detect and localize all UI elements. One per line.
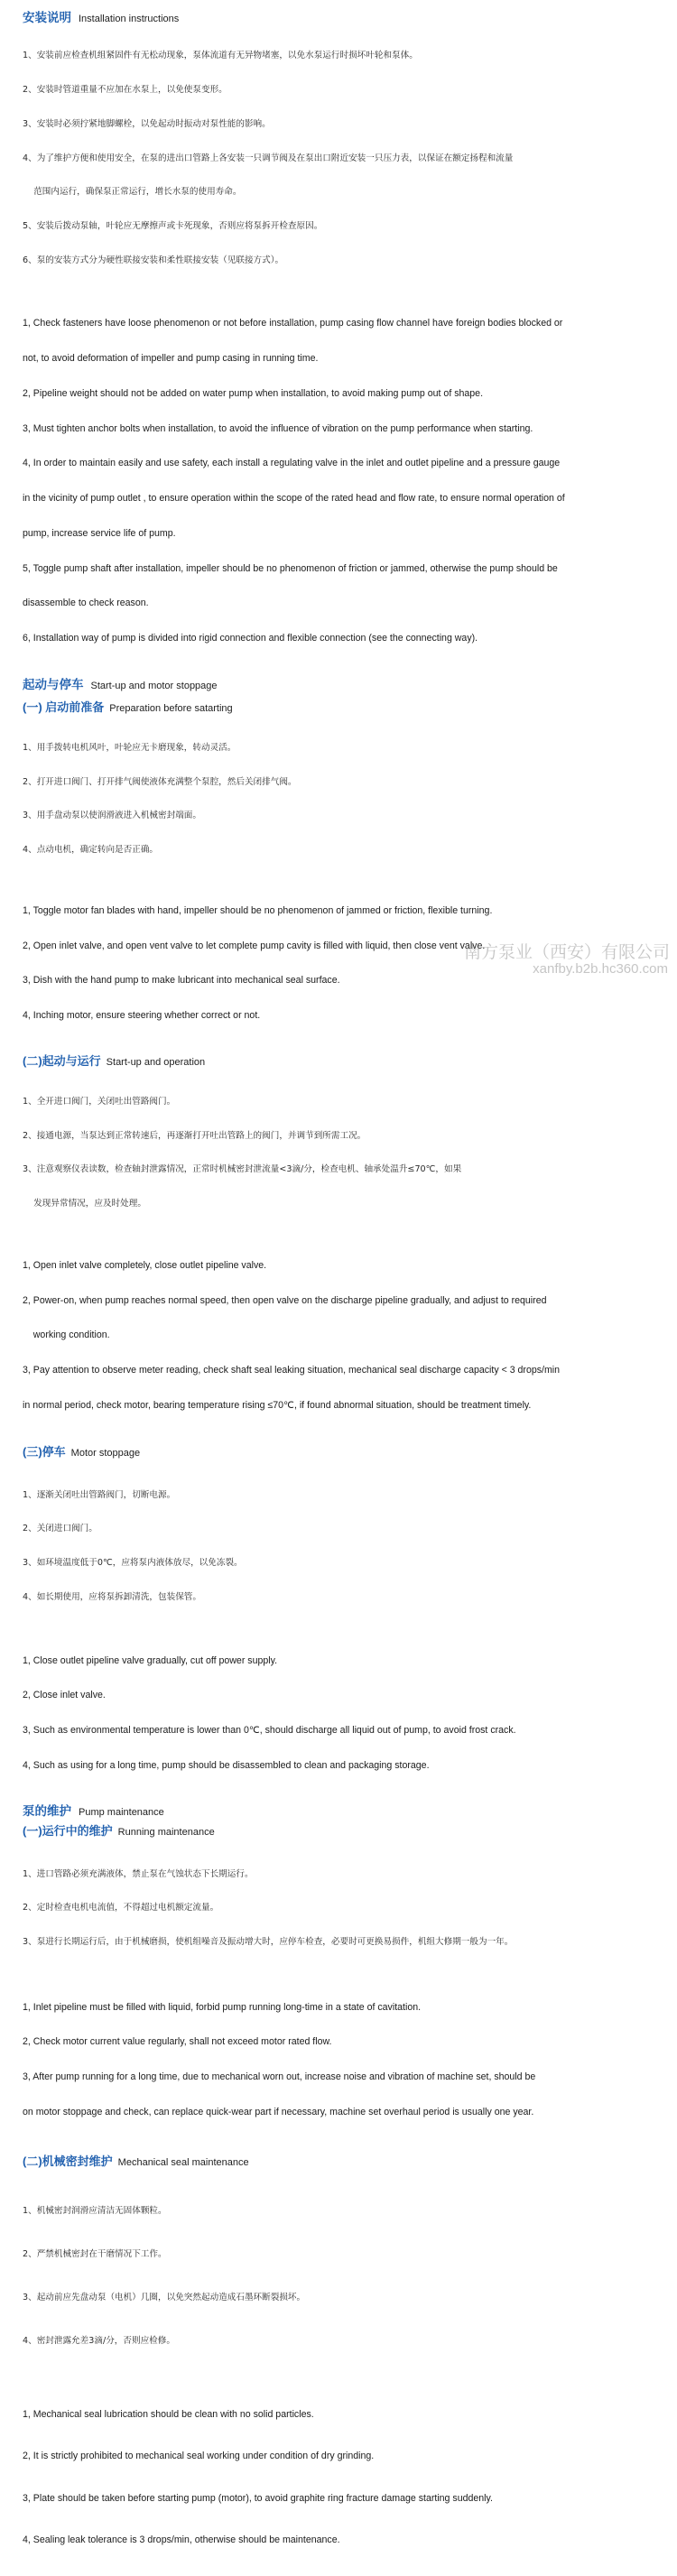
list-item: 4, Such as using for a long time, pump should be disassembled to clean and packaging storage. — [23, 1759, 430, 1771]
list-item: in the vicinity of pump outlet , to ensure operation within the scope of the rated head and flow rate, to ensure normal operation of — [23, 493, 565, 505]
list-item: 3、泵进行长期运行后，由于机械磨损，使机组噪音及振动增大时，应停车检查，必要时可更换易损件，机组大修期一般为一年。 — [23, 1937, 514, 1948]
list-item: 1、安装前应检查机组紧固件有无松动现象，泵体流道有无异物堵塞，以免水泵运行时损坏叶轮和泵体。 — [23, 51, 418, 61]
list-item: 2, It is strictly prohibited to mechanical seal working under condition of dry grinding. — [23, 2451, 375, 2462]
heading-en: Start-up and operation — [106, 1056, 206, 1068]
list-item: 4, Sealing leak tolerance is 3 drops/min, otherwise should be maintenance. — [23, 2534, 340, 2546]
list-item: 4、如长期使用，应将泵拆卸清洗，包装保管。 — [23, 1591, 201, 1602]
subsection-heading-operation — [23, 1052, 654, 1069]
heading-en: Installation instructions — [79, 14, 180, 24]
heading-cn: 起动与停车 — [23, 677, 84, 691]
list-item: 3、起动前应先盘动泵（电机）几圈，以免突然起动造成石墨环断裂损坏。 — [23, 2292, 306, 2303]
list-item: 2、接通电源，当泵达到正常转速后，再逐渐打开吐出管路上的阀门，并调节到所需工况。 — [23, 1130, 366, 1141]
list-item: 3, Must tighten anchor bolts when installation, to avoid the influence of vibration on the pump performance when starting. — [23, 422, 533, 434]
list-item: 1, Mechanical seal lubrication should be clean with no solid particles. — [23, 2408, 314, 2420]
subsection-heading-stoppage — [23, 1442, 654, 1459]
subsection-heading-running-maintenance — [23, 1821, 654, 1839]
running-maintenance-cn-list — [23, 1846, 654, 1971]
list-item: 范围内运行，确保泵正常运行，增长水泵的使用寿命。 — [23, 187, 242, 198]
list-item: 2、打开进口阀门、打开排气阀使液体充满整个泵腔，然后关闭排气阀。 — [23, 776, 297, 787]
list-item: 3, Pay attention to observe meter reading, check shaft seal leaking situation, mechanical seal discharge capacity < 3 drops/min — [23, 1364, 561, 1376]
subsection-heading-preparation — [23, 698, 654, 715]
section-heading-startup — [23, 674, 654, 692]
list-item: 发现异常情况，应及时处理。 — [23, 1199, 146, 1209]
list-item: 6, Installation way of pump is divided into rigid connection and flexible connection (see the connecting way). — [23, 632, 478, 644]
list-item: pump, increase service life of pump. — [23, 527, 176, 539]
list-item: 3, Dish with the hand pump to make lubricant into mechanical seal surface. — [23, 975, 340, 987]
watermark-company: 南方泵业（西安）有限公司 — [463, 942, 670, 962]
running-maintenance-en-list — [23, 1978, 654, 2142]
heading-en: Pump maintenance — [79, 1807, 164, 1819]
list-item: 1, Check fasteners have loose phenomenon or not before installation, pump casing flow channel have foreign bodies blocked or — [23, 318, 563, 329]
list-item: 1、全开进口阀门，关闭吐出管路阀门。 — [23, 1096, 176, 1107]
list-item: 2, Pipeline weight should not be added on water pump when installation, to avoid making pump out of shape. — [23, 387, 484, 399]
list-item: 3, Plate should be taken before starting pump (motor), to avoid graphite ring fracture damage starting suddenly. — [23, 2492, 493, 2504]
list-item: 1、用手拨转电机风叶，叶轮应无卡磨现象，转动灵活。 — [23, 742, 236, 753]
heading-cn: (一) 启动前准备 — [23, 700, 105, 714]
list-item: 3、安装时必须拧紧地脚螺栓，以免起动时振动对泵性能的影响。 — [23, 118, 271, 129]
list-item: 3, Such as environmental temperature is lower than 0℃, should discharge all liquid out of pump, to avoid frost crack. — [23, 1724, 516, 1736]
list-item: 4、密封泄露允差3滴/分，否则应检修。 — [23, 2335, 175, 2346]
list-item: 1、机械密封润滑应清洁无固体颗粒。 — [23, 2205, 167, 2216]
stoppage-en-list — [23, 1632, 654, 1795]
heading-en: Preparation before satarting — [109, 702, 233, 714]
list-item: 2、关闭进口阀门。 — [23, 1524, 97, 1534]
heading-en: Motor stoppage — [70, 1448, 141, 1459]
list-item: not, to avoid deformation of impeller and pump casing in running time. — [23, 353, 319, 365]
list-item: 4, In order to maintain easily and use safety, each install a regulating valve in the inlet and outlet pipeline and a pressure gauge — [23, 458, 561, 469]
list-item: 1、逐渐关闭吐出管路阀门，切断电源。 — [23, 1489, 176, 1500]
heading-cn: 安装说明 — [23, 11, 71, 24]
document — [23, 7, 654, 2576]
operation-en-list — [23, 1237, 654, 1434]
list-item: 1, Open inlet valve completely, close outlet pipeline valve. — [23, 1259, 267, 1271]
watermark-url: xanfby.b2b.hc360.com — [533, 961, 668, 977]
list-item: working condition. — [23, 1330, 110, 1341]
list-item: 1, Toggle motor fan blades with hand, impeller should be no phenomenon of jammed or friction, flexible turning. — [23, 904, 493, 916]
list-item: 2、定时检查电机电流值，不得超过电机额定流量。 — [23, 1903, 219, 1913]
installation-en-list — [23, 295, 654, 668]
list-item: 2, Open inlet valve, and open vent valve to let complete pump cavity is filled with liquid, then close vent valve. — [23, 940, 486, 951]
heading-en: Mechanical seal maintenance — [117, 2156, 249, 2168]
list-item: 2, Power-on, when pump reaches normal speed, then open valve on the discharge pipeline gradually, and adjust to required — [23, 1294, 547, 1306]
list-item: 5、安装后拨动泵轴，叶轮应无摩擦声或卡死现象，否则应将泵拆开检查原因。 — [23, 221, 323, 232]
list-item: 4、为了维护方便和使用安全，在泵的进出口管路上各安装一只调节阀及在泵出口附近安装一只压力表，以保证在额定扬程和流量 — [23, 153, 514, 163]
seal-maintenance-en-list — [23, 2380, 654, 2576]
list-item: 6、泵的安装方式分为硬性联接安装和柔性联接安装（见联接方式）。 — [23, 255, 284, 265]
preparation-cn-list — [23, 720, 654, 879]
heading-en: Running maintenance — [117, 1827, 215, 1839]
subsection-heading-seal-maintenance — [23, 2152, 654, 2169]
section-heading-maintenance — [23, 1801, 654, 1819]
list-item: 3、注意观察仪表读数，检查轴封泄露情况，正常时机械密封泄流量<3滴/分，检查电机、轴承处温升≤70℃，如果 — [23, 1164, 462, 1175]
seal-maintenance-cn-list — [23, 2175, 654, 2377]
list-item: 1, Close outlet pipeline valve gradually, cut off power supply. — [23, 1654, 278, 1666]
list-item: 2、严禁机械密封在干磨情况下工作。 — [23, 2248, 167, 2259]
list-item: disassemble to check reason. — [23, 598, 149, 609]
operation-cn-list — [23, 1074, 654, 1233]
list-item: 4、点动电机，确定转向是否正确。 — [23, 845, 159, 856]
list-item: 2, Close inlet valve. — [23, 1690, 106, 1701]
list-item: 1, Inlet pipeline must be filled with liquid, forbid pump running long-time in a state of cavitation. — [23, 2001, 422, 2013]
list-item: in normal period, check motor, bearing temperature rising ≤70℃, if found abnormal situation, should be treatment timely. — [23, 1399, 532, 1411]
heading-cn: (二)起动与运行 — [23, 1053, 101, 1068]
heading-cn: (一)运行中的维护 — [23, 1824, 113, 1839]
list-item: 3, After pump running for a long time, due to mechanical worn out, increase noise and vibration of machine set, should be — [23, 2071, 536, 2083]
list-item: 2、安装时管道重量不应加在水泵上，以免使泵变形。 — [23, 84, 227, 95]
section-heading-installation — [23, 7, 654, 25]
list-item: 3、如环境温度低于0℃，应将泵内液体放尽，以免冻裂。 — [23, 1558, 243, 1569]
installation-cn-list — [23, 28, 654, 290]
list-item: on motor stoppage and check, can replace quick-wear part if necessary, machine set overhaul period is usually one year. — [23, 2106, 534, 2117]
stoppage-cn-list — [23, 1467, 654, 1626]
heading-cn: 泵的维护 — [23, 1804, 71, 1819]
heading-en: Start-up and motor stoppage — [90, 680, 218, 691]
list-item: 3、用手盘动泵以使润滑液进入机械密封端面。 — [23, 811, 201, 821]
list-item: 1、进口管路必须充满液体，禁止泵在气蚀状态下长期运行。 — [23, 1868, 254, 1879]
list-item: 4, Inching motor, ensure steering whether correct or not. — [23, 1009, 261, 1021]
heading-cn: (三)停车 — [23, 1445, 66, 1459]
list-item: 5, Toggle pump shaft after installation, impeller should be no phenomenon of friction or jammed, otherwise the pump should be — [23, 562, 558, 574]
heading-cn: (二)机械密封维护 — [23, 2154, 113, 2168]
list-item: 2, Check motor current value regularly, shall not exceed motor rated flow. — [23, 2036, 332, 2048]
